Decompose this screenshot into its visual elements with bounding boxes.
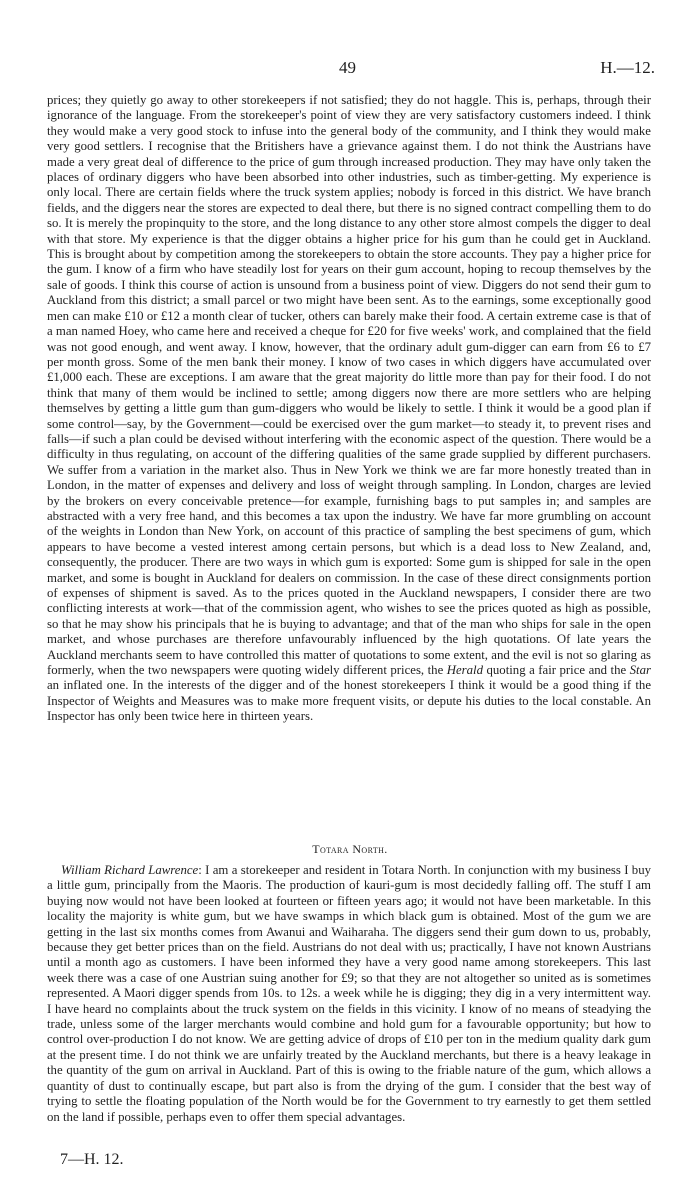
speaker-name: William Richard Lawrence bbox=[61, 863, 199, 877]
body-text-part1: prices; they quietly go away to other storekeepers if not satisfied; they do not haggle. This is, perhaps, through their ignorance of the language. From the storekeeper's point of view they are very satisfactory customers indeed. I think they would make a very good stock to infuse into the general body of the community, and I think they would make very good settlers. I recognise that the Britishers have a grievance against them. I do not think the Austrians have made a very great deal of difference to the price of gum through increased production. They may have only taken the places of ordinary diggers who have been absorbed into other industries, such as timber-getting. My experience is only local. There are certain fields where the truck system applies; nobody is forced in this district. We have branch fields, and the diggers near the stores are expected to deal there, but there is no signed contract compelling them to do so. It is merely the propinquity to the store, and the long distance to any other store almost compels the digger to deal with that store. My experience is that the digger obtains a higher price for his gum than he could get in Auckland. This is brought about by competition among the storekeepers to obtain the store accounts. They pay a higher price for the gum. I know of a firm who have steadily lost for years on their gum account, hoping to recoup themselves by the sale of goods. I think this course of action is unsound from a business point of view. Diggers do not send their gum to Auckland from this district; a small parcel or two might have been sent. As to the earnings, some exceptionally good men can make £10 or £12 a month clear of tucker, others can barely make their food. A certain extreme case is that of a man named Hoey, who came here and received a cheque for £20 for five weeks' work, and complained that the field was not good enough, and went away. I know, however, that the ordinary adult gum-digger can earn from £6 to £7 per month gross. Some of the men bank their money. I know of two cases in which diggers have accumulated over £1,000 each. These are exceptions. I am aware that the great majority do little more than pay for their food. I do not think that many of them would be inclined to settle; among diggers now there are more settlers who are helping themselves by getting a little gum than gum-diggers who would be likely to settle. I think it would be a good plan if some control—say, by the Government—could be exercised over the gum market—to steady it, to prevent rises and falls—if such a plan could be devised without interfering with the economic aspect of the question. There would be a difficulty in thus regulating, on account of the differing qualities of the same grade supplied by different purchasers. We suffer from a variation in the market also. Thus in New York we think we are far more honestly treated than in London, in the matter of expenses and delivery and loss of weight through sampling. In London, charges are levied by the brokers on every conceivable pretence—for example, furnishing bags to put samples in; and samples are abstracted with a very free hand, and this becomes a tax upon the industry. We have far more grumbling on account of the weights in London than New York, on account of this practice of sampling the best specimens of gum, which appears to have become a vested interest among certain persons, but which is a dead loss to New Zealand, and, consequently, the producer. There are two ways in which gum is exported: Some gum is shipped for sale in the open market, and some is bought in Auckland for dealers on commission. In the case of these direct consignments portion of expenses of shipment is saved. As to the prices quoted in the Auckland newspapers, I consider there are two conflicting interests at work—that of the commission agent, who wishes to see the prices quoted as high as possible, so that he may show his principals that he is buying to advantage; and that of the man who ships for sale in the open market, and whose purchases are therefore unfavourably influenced by the high quotations. Of late years the Auckland merchants seem to have controlled this matter of quotations to some extent, and the evil is not so glaring as formerly, when the two newspapers were quoting widely different prices, the bbox=[47, 93, 651, 678]
testimony-text: : I am a storekeeper and resident in Totara North. In conjunction with my business I buy a little gum, principally from the Maoris. The production of kauri-gum is most decidedly falling off. The stuff I am buying now would not have been looked at fourteen or fifteen years ago; it would not have been marketable. In this locality the majority is white gum, but we have swamps in which black gum is obtained. Most of the gum we are getting in the last six months comes from Awanui and Waiharaha. The diggers send their gum down to us, probably, because they get better prices than on the field. Austrians do not deal with us; practically, I have not known Austrians until a month ago as customers. I have been informed they have a very good name among storekeepers. This last week there was a case of one Austrian suing another for £9; so that they are not altogether so united as is sometimes represented. A Maori digger spends from 10s. to 12s. a week while he is digging; they dig in a very intermittent way. I have heard no complaints about the truck system on the fields in this vicinity. I know of no means of steadying the trade, unless some of the larger merchants would combine and hold gum for a favourable opportunity; but how to control over-production I do not know. We are getting advice of drops of £10 per ton in the medium quality dark gum at the present time. I do not think we are unfairly treated by the Auckland merchants, but there is a heavy leakage in the quantity of the gum on arrival in Auckland. Part of this is owing to the friable nature of the gum, which allows a quantity of dust to continually escape, but part also is from the drying of the gum. I consider that the best way of trying to settle the floating population of the North would be for the Government to try earnestly to get them settled on the land if possible, perhaps even to offer them special advantages. bbox=[47, 863, 651, 1124]
body-text-end: an inflated one. In the interests of the digger and of the honest storekeepers I think it would be a good thing if the Inspector of Weights and Measures was to make more frequent visits, or depute his duties to the local constable. An Inspector has only been twice here in thirteen years. bbox=[47, 678, 651, 724]
herald-italic: Herald bbox=[446, 663, 484, 678]
star-italic: Star bbox=[629, 663, 651, 678]
section-heading: Totara North. bbox=[312, 842, 388, 856]
sheet-reference: H.—12. bbox=[600, 58, 655, 77]
testimony-paragraph bbox=[47, 863, 651, 1125]
body-text-mid: quoting a fair price and the bbox=[483, 663, 630, 678]
signature-mark: 7—H. 12. bbox=[60, 1151, 124, 1168]
page-header bbox=[0, 58, 700, 80]
body-paragraph bbox=[47, 93, 651, 725]
page-number: 49 bbox=[339, 58, 356, 77]
